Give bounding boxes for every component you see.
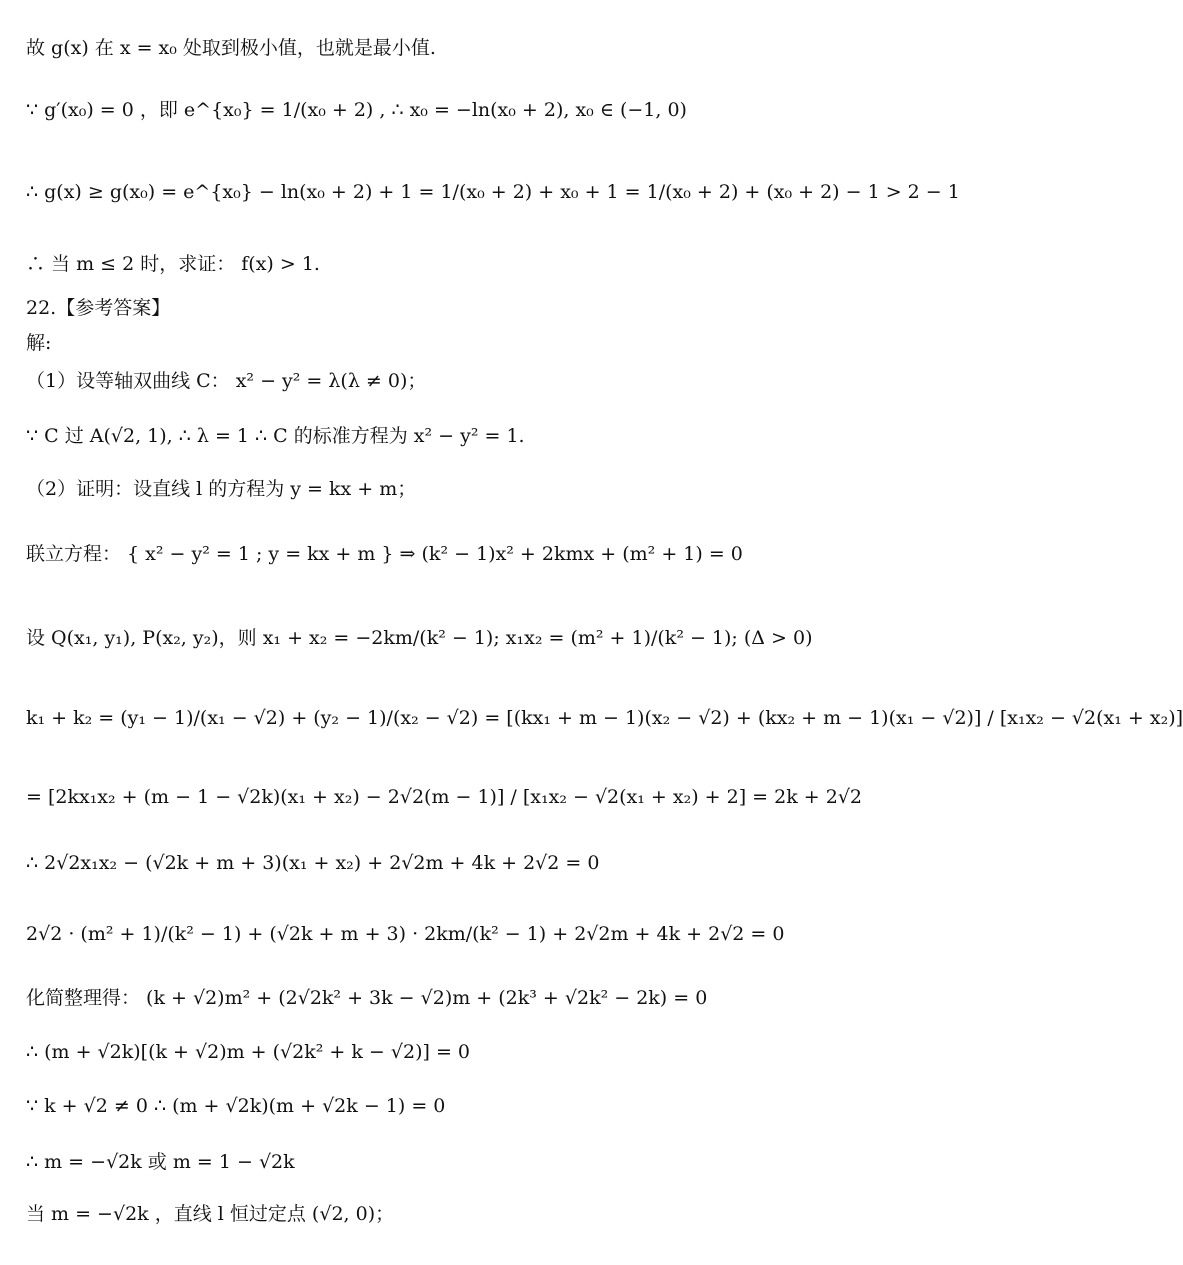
line-12: k₁ + k₂ = (y₁ − 1)/(x₁ − √2) + (y₂ − 1)/(x₂ − √2) = [(kx₁ + m − 1)(x₂ − √2) + (kx₂ + m − 1)(x₁ − √2)] / [x₁x₂ − √2(x₁ + x₂)] (26, 707, 1183, 729)
line-17: ∴ (m + √2k)[(k + √2)m + (√2k² + k − √2)] = 0 (26, 1041, 470, 1063)
line-5: 22.【参考答案】 (26, 297, 171, 319)
line-20: 当 m = −√2k ，直线 l 恒过定点 (√2, 0)； (26, 1203, 395, 1225)
line-2: ∵ g′(x₀) = 0 ，即 e^{x₀} = 1/(x₀ + 2) , ∴ x₀ = −ln(x₀ + 2), x₀ ∈ (−1, 0) (26, 99, 687, 121)
line-10: 联立方程： { x² − y² = 1 ; y = kx + m } ⇒ (k² − 1)x² + 2kmx + (m² + 1) = 0 (26, 543, 743, 565)
line-15: 2√2 · (m² + 1)/(k² − 1) + (√2k + m + 3) · 2km/(k² − 1) + 2√2m + 4k + 2√2 = 0 (26, 923, 785, 945)
line-1: 故 g(x) 在 x = x₀ 处取到极小值，也就是最小值. (26, 37, 436, 59)
line-4: ∴ 当 m ≤ 2 时，求证： f(x) > 1. (26, 253, 320, 275)
line-16: 化简整理得： (k + √2)m² + (2√2k² + 3k − √2)m + (2k³ + √2k² − 2k) = 0 (26, 987, 708, 1009)
line-19: ∴ m = −√2k 或 m = 1 − √2k (26, 1151, 295, 1173)
line-11: 设 Q(x₁, y₁), P(x₂, y₂)，则 x₁ + x₂ = −2km/(k² − 1); x₁x₂ = (m² + 1)/(k² − 1); (Δ > 0) (26, 627, 813, 649)
line-14: ∴ 2√2x₁x₂ − (√2k + m + 3)(x₁ + x₂) + 2√2m + 4k + 2√2 = 0 (26, 852, 600, 874)
line-18: ∵ k + √2 ≠ 0 ∴ (m + √2k)(m + √2k − 1) = 0 (26, 1095, 446, 1117)
line-6: 解: (26, 332, 52, 354)
line-8: ∵ C 过 A(√2, 1), ∴ λ = 1 ∴ C 的标准方程为 x² − y² = 1. (26, 425, 525, 447)
line-13: = [2kx₁x₂ + (m − 1 − √2k)(x₁ + x₂) − 2√2(m − 1)] / [x₁x₂ − √2(x₁ + x₂) + 2] = 2k + 2√2 (26, 786, 863, 808)
line-3: ∴ g(x) ≥ g(x₀) = e^{x₀} − ln(x₀ + 2) + 1 = 1/(x₀ + 2) + x₀ + 1 = 1/(x₀ + 2) + (x₀ + 2) − 1 > 2 − 1 (26, 181, 960, 203)
line-9: （2）证明：设直线 l 的方程为 y = kx + m； (26, 478, 417, 500)
line-7: （1）设等轴双曲线 C： x² − y² = λ(λ ≠ 0)； (26, 370, 427, 392)
